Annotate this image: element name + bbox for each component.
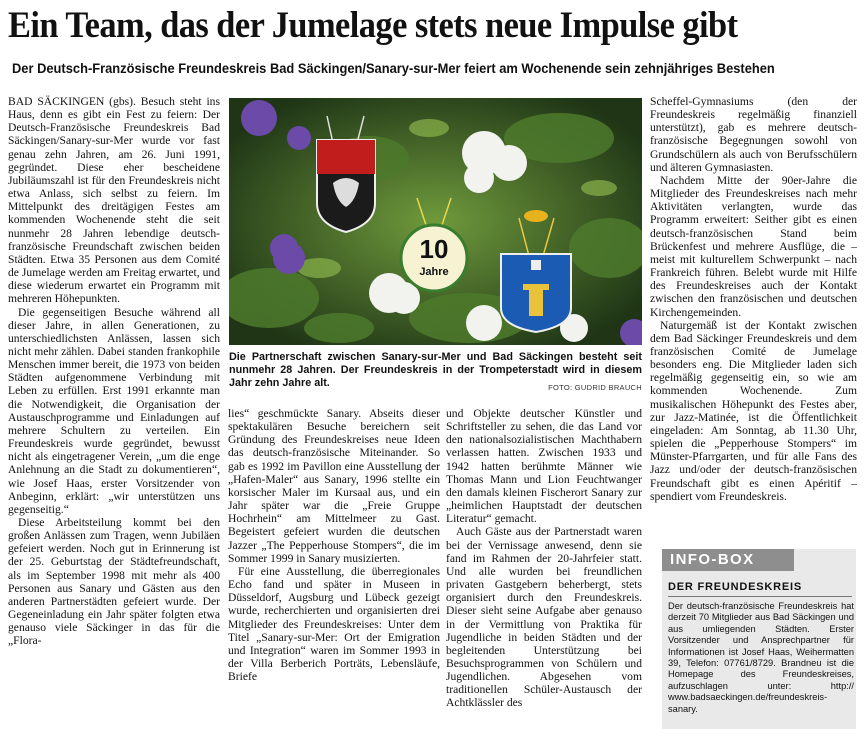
- article-column-4: [650, 95, 857, 543]
- photo-credit: FOTO: GUDRID BRAUCH: [548, 383, 642, 392]
- badge-word: Jahre: [419, 266, 449, 278]
- paragraph: und Objekte deutscher Künstler und Schriftsteller zu sehen, die das Land vor den nationalsozialistischen Machthabern verlassen hatten. Zwischen 1933 und 1942 hatten berühmte Männer wie Thomas Mann und Lion Feuchtwanger den damals kleinen Fischerort Sanary zur „heimlichen Hauptstadt der deutschen Literatur“ gemacht.: [446, 407, 642, 526]
- article-photo: [229, 98, 642, 345]
- info-box-tag: INFO-BOX: [662, 549, 794, 571]
- paragraph: Diese Arbeitsteilung kommt bei den großen Anlässen zum Tragen, wenn Jubiläen gefeiert werden. Noch gut in Erinnerung ist der 25. Geburtstag der Städtefreundschaft, als im September 1998 mit mehr als 400 Personen aus Sanary und Gästen aus den anderen Partnerstädten gefeiert wurde. Der Gegeneinladung ein Jahr später folgten etwa genauso viele Säckinger in das für die „Flora-: [8, 516, 220, 648]
- article-column-3: [446, 407, 642, 729]
- article-column-2: [228, 407, 440, 729]
- info-box-title: DER FREUNDESKREIS: [668, 581, 852, 597]
- info-box: [662, 549, 856, 729]
- headline: Ein Team, das der Jumelage stets neue Impulse gibt: [8, 5, 738, 46]
- info-box-body: Der deutsch-französische Freundeskreis hat derzeit 70 Mitglieder aus Bad Säckingen und aus umliegenden Städten. Erster Vorsitzender und Ansprechpartner für Informationen ist Josef Haas, Weihermatten 39, Telefon: 07761/8729. Brandneu ist die Homepage des Freundeskreises, aufzuschlagen unter: http:// www.badsaeckingen.de/freundeskreis-sanary.: [668, 601, 854, 714]
- paragraph: Scheffel-Gymnasiums (den der Freundeskreis regelmäßig finanziell unterstützt), gab es mehrere deutsch-französische Begegnungen sowohl von Grundschülern als auch von Berufsschülern und älteren Gymnasiasten.: [650, 95, 857, 174]
- paragraph: Auch Gäste aus der Partnerstadt waren bei der Vernissage anwesend, denn sie fand im Rahmen der 20-Jahrfeier statt. Und alle wurden bei freundlichen privaten Gastgebern beherbergt, stets organisiert durch den Freundeskreis. Dieser sieht seine Aufgabe aber genauso in der Vermittlung von Praktika für Jugendliche in beiden Städten und der begleitenden Unterstützung bei Besuchsprogrammen von Schülern und Jugendlichen. Abgesehen vom traditionellen Schüler-Austausch der Achtklässler des: [446, 525, 642, 710]
- photo-illustration: [229, 98, 642, 345]
- paragraph: BAD SÄCKINGEN (gbs). Besuch steht ins Haus, denn es gibt ein Fest zu feiern: Der Deutsch-Französische Freundeskreis Bad Säckingen/Sanary-sur-Mer wurde vor fast genau zehn Jahren, am 26. Juni 1991, gegründet. Diese eher bescheidene Jubiläumszahl ist für den Freundeskreis nicht etwa Anlass, sich selbst zu feiern. Im Mittelpunkt des dreitägigen Festes am kommenden Wochenende steht die seit nunmehr 28 Jahren lebendige deutsch-französische Freundschaft zwischen beiden Städten. Etwa 35 Personen aus dem Comité de Jumelage werden am Freitag erwartet, und diese wiederum erwartet ein Programm mit mehreren Höhepunkten.: [8, 95, 220, 306]
- paragraph: lies“ geschmückte Sanary. Abseits dieser spektakulären Besuche bereichern seit Gründung des Freundeskreises neue Ideen das deutsch-französische Miteinander. So gab es 1992 im Pavillon eine Ausstellung der „Hafen-Maler“ aus Sanary, 1996 stellte ein korsischer Maler im Kursaal aus, und ein Jahr später war die „Freie Gruppe Hochrhein“ am Mittelmeer zu Gast. Begeistert gefeiert wurden die deutschen Jazzer „The Pepperhouse Stompers“, die im Sommer 1999 in Sanary musizierten.: [228, 407, 440, 565]
- paragraph: Die gegenseitigen Besuche während all dieser Jahre, in allen Generationen, zu unterschiedlichsten Anlässen, lassen sich nicht mehr zählen. Dabei standen frankophile Menschen immer bereit, die 1973 von beiden Städten aufgenommene Verbindung mit Leben zu erfüllen. Erst 1991 erkannte man die Notwendigkeit, die Organisation der Austauschprogramme und Einladungen auf mehrere Schultern zu verteilen. Ein Freundeskreis wurde gegründet, bewusst nicht als eingetragener Verein, „um die enge Anlehnung an die Stadt zu dokumentieren“, wie Josef Haas, erster Vorsitzender von Anbeginn, erklärt: „wir unterstützen uns gegenseitig.“: [8, 305, 220, 516]
- subheadline: Der Deutsch-Französische Freundeskreis Bad Säckingen/Sanary-sur-Mer feiert am Wochenende sein zehnjähriges Bestehen: [12, 61, 775, 76]
- paragraph: Naturgemäß ist der Kontakt zwischen dem Bad Säckinger Freundeskreis und dem französischen Comité de Jumelage besonders eng. Die Mitglieder laden sich regelmäßig gegenseitig ein, so wie am kommenden Wochenende. Zum musikalischen Höhepunkt des Festes aber, zur Jazz-Matinée, ist die Öffentlichkeit eingeladen: Am Sonntag, ab 11.30 Uhr, spielen die „Pepperhouse Stompers“ im Münster-Pfarrgarten, und für alle Fans des Jazz und/oder der deutsch-französischen Freundschaft gibt es einen Apéritif – spendiert vom Freundeskreis.: [650, 318, 857, 503]
- paragraph: Nachdem Mitte der 90er-Jahre die Mitglieder des Freundeskreises nach mehr Aktivitäten verlangten, wurde das Programm erweitert: Seither gibt es einen deutsch-französischen Stand beim Brückenfest und mehrere Ausflüge, die – meist mit kulturellem Schwerpunkt – nach Frankreich führen. Belebt wurde mit Hilfe des Freundeskreises auch der Kontakt zwischen den französischen und deutschen Kirchengemeinden.: [650, 173, 857, 319]
- photo-caption: Die Partnerschaft zwischen Sanary-sur-Mer und Bad Säckingen besteht seit nunmehr 28 Jahren. Der Freundeskreis in der Trompeterstadt wird in diesem Jahr zehn Jahre alt.: [229, 351, 642, 389]
- paragraph: Für eine Ausstellung, die überregionales Echo fand und später in Museen in Düsseldorf, Augsburg und Lübeck gezeigt wurde, recherchierten und organisierten drei Mitglieder des Freundeskreises: Unter dem Titel „Sanary-sur-Mer: Ort der Emigration und Integration“ waren im Sommer 1993 in der Villa Berberich Porträts, Lebensläufe, Briefe: [228, 564, 440, 684]
- badge-number: 10: [419, 234, 449, 264]
- article-column-1: [8, 95, 220, 729]
